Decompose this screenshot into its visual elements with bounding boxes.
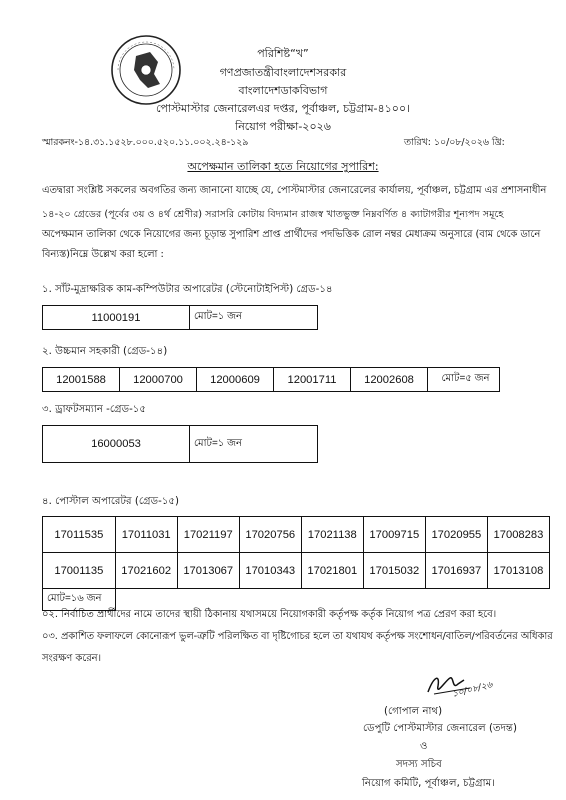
roll-number: 17001135 — [43, 553, 116, 589]
total-count: মোট=১ জন — [190, 426, 318, 463]
section-heading: ১. সাঁট-মুদ্রাক্ষরিক কাম-কম্পিউটার অপারেটর (স্টেনোটাইপিস্ট) গ্রেড-১৪ — [42, 284, 333, 295]
note-line: ০৩. প্রকাশিত ফলাফলে কোনোরূপ ভুল-ত্রুটি পরিলক্ষিত বা দৃষ্টিগোচর হলে তা যথাযথ কর্তৃপক্ষ সংশোধন/বাতিল/পরিবর্তনের অধিকার — [42, 631, 553, 642]
roll-number: 17021197 — [177, 517, 239, 553]
intro-line: এতদ্বারা সংশ্লিষ্ট সকলের অবগতির জন্য জানানো যাচ্ছে যে, পোস্টমাস্টার জেনারেলের কার্যালয়, পূর্বাঞ্চল, চট্টগ্রাম এর প্রশাসনাধীন — [42, 185, 547, 196]
roll-number: 17011031 — [115, 517, 177, 553]
total-count: মোট=৫ জন — [428, 368, 500, 392]
intro-line: ১৪-২০ গ্রেডের (পূর্বের ৩য় ও ৪র্থ শ্রেণীর) সরাসরি কোটায় বিদ্যমান রাজস্ব খাতভুক্ত নিম্নবর্ণিত ৪ ক্যাটাগরীর শূন্যপদ সমূহে — [42, 209, 504, 220]
section-heading: ৪. পোস্টাল অপারেটর (গ্রেড-১৫) — [42, 496, 180, 507]
roll-number: 12000609 — [197, 368, 274, 392]
note-line: সংরক্ষণ করেন। — [42, 653, 102, 664]
signatory-role: সদস্য সচিব — [396, 759, 442, 770]
signatory-designation: ডেপুটি পোস্টমাস্টার জেনারেল (তদন্ত) — [363, 723, 517, 734]
exam-title: নিয়োগ পরীক্ষা-২০২৬ — [235, 120, 331, 133]
roll-number: 12001588 — [43, 368, 120, 392]
roll-number: 17021602 — [115, 553, 177, 589]
intro-line: বিন্যস্ত)নিম্নে উল্লেখ করা হলো : — [42, 249, 164, 260]
department-name: বাংলাদেশডাকবিভাগ — [238, 84, 328, 97]
roll-table-draftsman — [42, 425, 318, 463]
roll-number: 17020756 — [239, 517, 301, 553]
roll-number: 11000191 — [43, 306, 190, 330]
roll-number: 17009715 — [363, 517, 425, 553]
roll-number: 17016937 — [425, 553, 487, 589]
section-heading: ৩. ড্রাফটসম্যান -গ্রেড-১৫ — [42, 404, 146, 415]
roll-number: 17011535 — [43, 517, 116, 553]
total-count: মোট=১ জন — [190, 306, 318, 330]
government-name: গণপ্রজাতন্ত্রীবাংলাদেশসরকার — [219, 66, 347, 79]
roll-table-stenotypist — [42, 305, 318, 330]
roll-number: 17020955 — [425, 517, 487, 553]
subject-line: অপেক্ষমান তালিকা হতে নিয়োগের সুপারিশ: — [187, 160, 379, 173]
office-name: পোস্টমাস্টার জেনারেলএর দপ্তর, পূর্বাঞ্চল, চট্টগ্রাম-৪১০০। — [155, 102, 411, 115]
total-count: মোট=১৬ জন — [43, 589, 116, 611]
roll-number: 17021801 — [301, 553, 363, 589]
signatory-committee: নিয়োগ কমিটি, পূর্বাঞ্চল, চট্টগ্রাম। — [362, 778, 495, 789]
signatory-name: (গোপাল নাথ) — [384, 706, 443, 717]
roll-number: 17010343 — [239, 553, 301, 589]
roll-number: 17015032 — [363, 553, 425, 589]
roll-number: 17021138 — [301, 517, 363, 553]
roll-number: 17008283 — [487, 517, 549, 553]
roll-table-upper-division-assistant — [42, 367, 500, 392]
roll-number: 16000053 — [43, 426, 190, 463]
roll-number: 17013108 — [487, 553, 549, 589]
roll-number: 12001711 — [274, 368, 351, 392]
roll-table-postal-operator — [42, 516, 550, 611]
roll-number: 17013067 — [177, 553, 239, 589]
roll-number: 12002608 — [351, 368, 428, 392]
memo-number: স্মারকনং-১৪.৩১.১৫২৮.০০০.৫২০.১১.০০২.২৪-১২৯ — [42, 137, 249, 148]
signatory-conjunction: ও — [420, 741, 428, 752]
signature-date: ১০/০৮/২৬ — [451, 680, 494, 700]
memo-date: তারিখ: ১০/০৮/২০২৬ খ্রি: — [404, 137, 505, 148]
intro-line: অপেক্ষমান তালিকা থেকে নিয়োগের জন্য চূড়ান্ত সুপারিশ প্রাপ্ত প্রার্থীদের পদভিত্তিক রোল নম্বর মেধাক্রম অনুসারে (বাম থেকে ডানে — [42, 229, 541, 240]
roll-number: 12000700 — [120, 368, 197, 392]
annex-label: পরিশিষ্ট“খ” — [257, 47, 309, 60]
section-heading: ২. উচ্চমান সহকারী (গ্রেড-১৪) — [42, 346, 168, 357]
note-line: ০২. নির্বাচিত প্রার্থীদের নামে তাদের স্থায়ী ঠিকানায় যথাসময়ে নিয়োগকারী কর্তৃপক্ষ কর্তৃক নিয়োগ পত্র প্রেরণ করা হবে। — [42, 609, 497, 620]
